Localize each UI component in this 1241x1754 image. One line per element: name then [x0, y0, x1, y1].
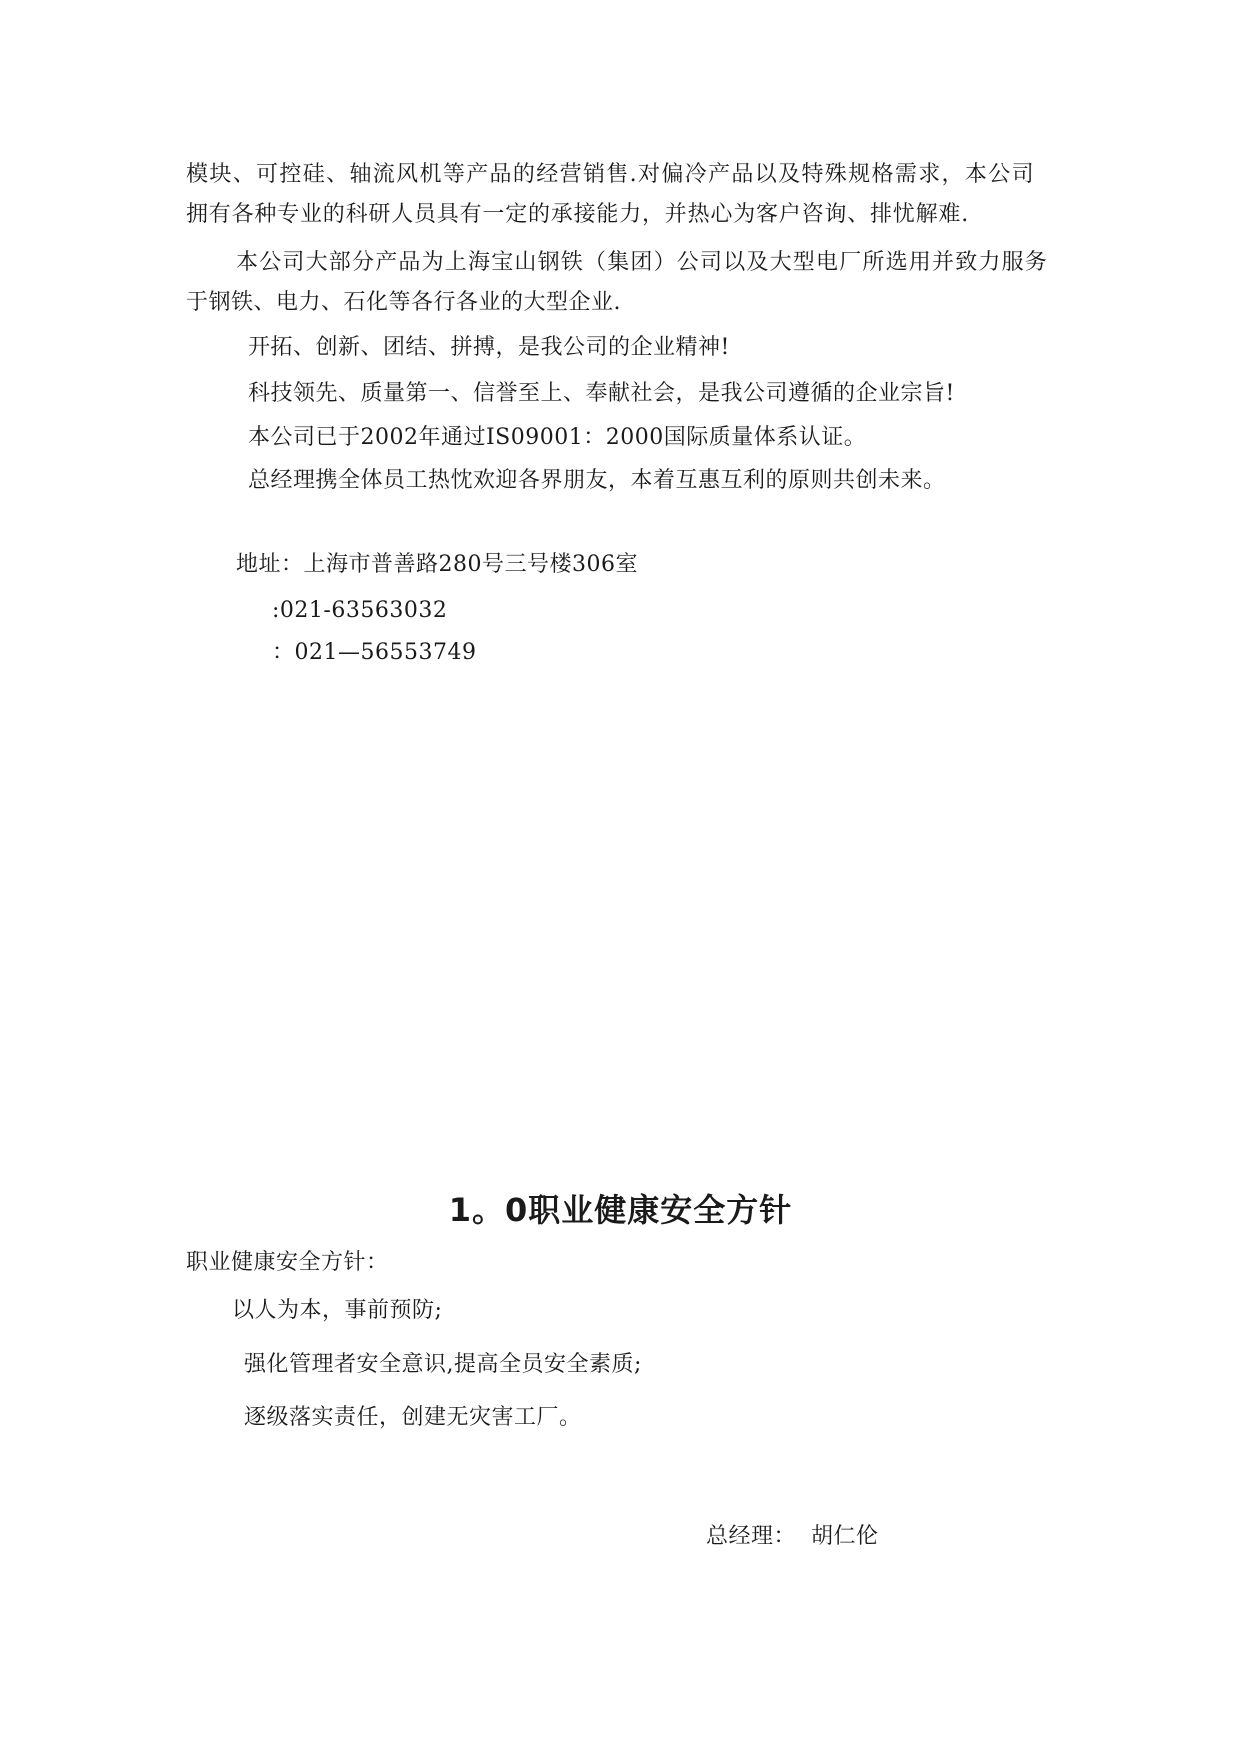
- intro-paragraph-1-line-2: 拥有各种专业的科研人员具有一定的承接能力，并热心为客户咨询、排忧解难.: [186, 202, 969, 227]
- fax-line: ：021—56553749: [272, 640, 477, 665]
- policy-item-3: 逐级落实责任，创建无灾害工厂。: [244, 1405, 582, 1430]
- policy-item-2: 强化管理者安全意识,提高全员安全素质;: [244, 1352, 642, 1377]
- policy-heading: 1。0职业健康安全方针: [448, 1191, 793, 1229]
- policy-item-1: 以人为本，事前预防;: [232, 1298, 443, 1323]
- enterprise-spirit-text: 开拓、创新、团结、拼搏，是我公司的企业精神!: [248, 335, 730, 360]
- intro-paragraph-2-line-1: 本公司大部分产品为上海宝山钢铁（集团）公司以及大型电厂所选用并致力服务: [236, 250, 1049, 275]
- policy-label: 职业健康安全方针：: [186, 1250, 389, 1275]
- address-line: 地址：上海市普善路280号三号楼306室: [236, 552, 638, 577]
- signature-line: 总经理： 胡仁伦: [706, 1524, 879, 1549]
- certification-text: 本公司已于2002年通过IS09001：2000国际质量体系认证。: [248, 425, 867, 450]
- intro-paragraph-2-line-2: 于钢铁、电力、石化等各行各业的大型企业.: [186, 290, 621, 315]
- phone-line: :021-63563032: [272, 598, 448, 623]
- intro-paragraph-1-line-1: 模块、可控硅、轴流风机等产品的经营销售.对偏冷产品以及特殊规格需求，本公司: [186, 162, 1035, 187]
- welcome-text: 总经理携全体员工热忱欢迎各界朋友，本着互惠互利的原则共创未来。: [248, 468, 946, 493]
- enterprise-tenet-text: 科技领先、质量第一、信誉至上、奉献社会，是我公司遵循的企业宗旨!: [248, 381, 955, 406]
